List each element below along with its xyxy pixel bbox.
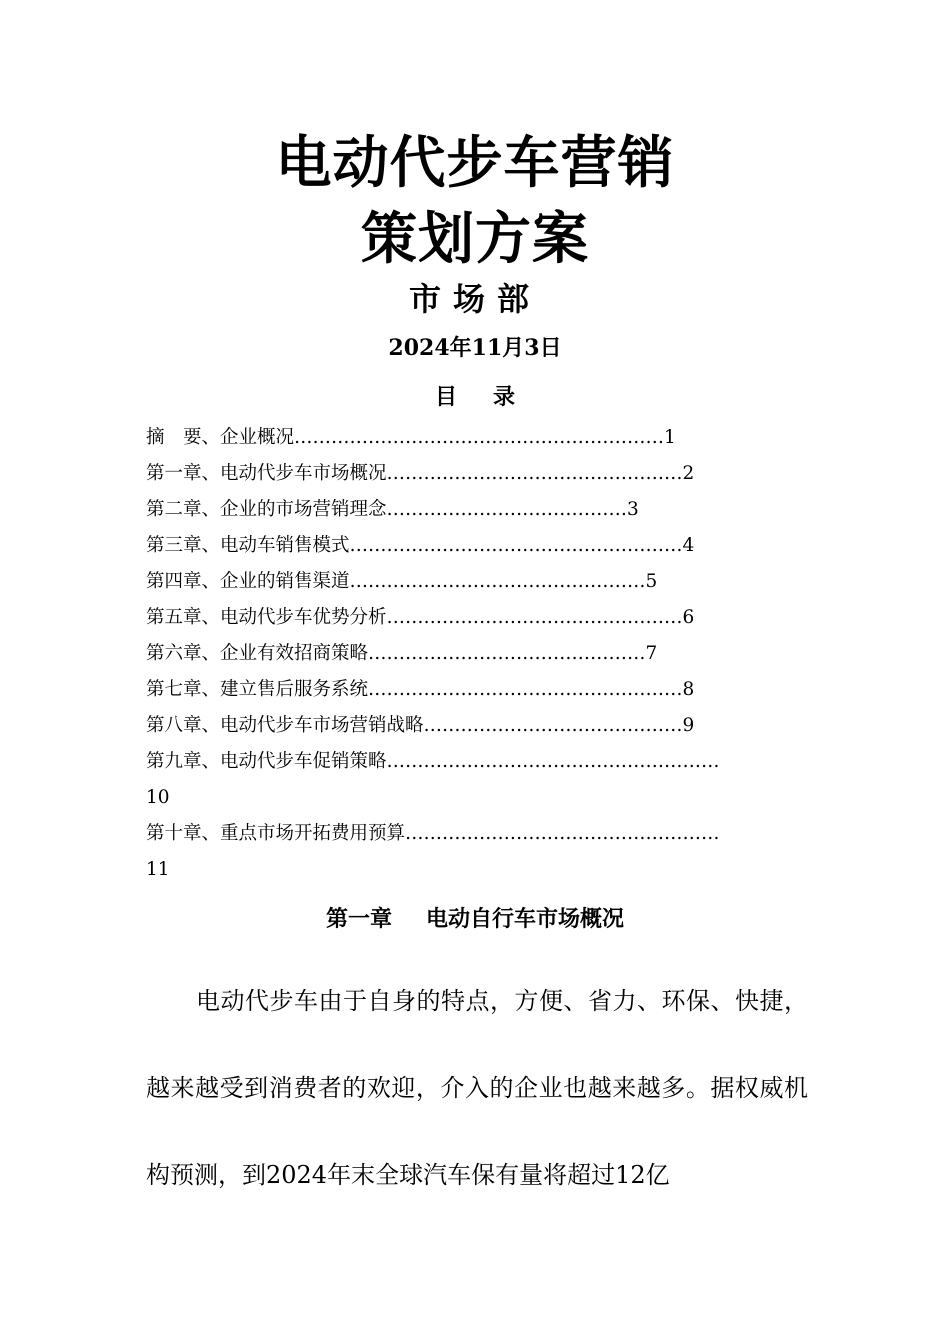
toc-entry-text: 摘 要、企业概况……………………………………………………1 (146, 427, 676, 448)
toc-entry[interactable] (146, 528, 806, 564)
toc-entry[interactable] (146, 816, 806, 888)
toc-entry-text: 第七章、建立售后服务系统……………………………………………8 (146, 679, 695, 700)
toc-entry[interactable] (146, 708, 806, 744)
chapter-number: 第一章 (325, 907, 392, 932)
toc-entry[interactable] (146, 636, 806, 672)
department-name: 市场部 (408, 280, 541, 318)
toc-entry-text: 第四章、企业的销售渠道…………………………………………5 (146, 571, 658, 592)
document-title-line-2: 策划方案 (361, 207, 589, 272)
toc-entry[interactable] (146, 420, 806, 456)
document-date: 2024年11月3日 (388, 335, 562, 361)
table-of-contents (146, 420, 806, 888)
toc-entry[interactable] (146, 600, 806, 636)
toc-title: 目录 (434, 385, 551, 410)
toc-entry-text: 第五章、电动代步车优势分析…………………………………………6 (146, 607, 695, 628)
toc-entry-text: 第八章、电动代步车市场营销战略……………………………………9 (146, 715, 695, 736)
toc-entry-text: 第十章、重点市场开拓费用预算…………………………………………… (146, 823, 720, 844)
toc-entry-text: 第二章、企业的市场营销理念…………………………………3 (146, 499, 639, 520)
toc-entry-page: 11 (146, 859, 170, 880)
toc-entry[interactable] (146, 744, 806, 816)
toc-entry[interactable] (146, 672, 806, 708)
document-title-line-1: 电动代步车营销 (275, 131, 675, 196)
toc-entry[interactable] (146, 492, 806, 528)
toc-entry[interactable] (146, 456, 806, 492)
toc-entry-text: 第三章、电动车销售模式………………………………………………4 (146, 535, 695, 556)
toc-entry-text: 第六章、企业有效招商策略………………………………………7 (146, 643, 658, 664)
toc-entry[interactable] (146, 564, 806, 600)
toc-entry-text: 第一章、电动代步车市场概况…………………………………………2 (146, 463, 695, 484)
chapter-title: 电动自行车市场概况 (426, 907, 625, 932)
toc-entry-page: 10 (146, 787, 170, 808)
chapter-paragraph: 电动代步车由于自身的特点，方便、省力、环保、快捷，越来越受到消费者的欢迎，介入的企业也越来越多。据权威机构预测，到2024年末全球汽车保有量将超过12亿 (146, 987, 808, 1189)
toc-entry-text: 第九章、电动代步车促销策略……………………………………………… (146, 751, 720, 772)
chapter-heading (0, 900, 950, 940)
